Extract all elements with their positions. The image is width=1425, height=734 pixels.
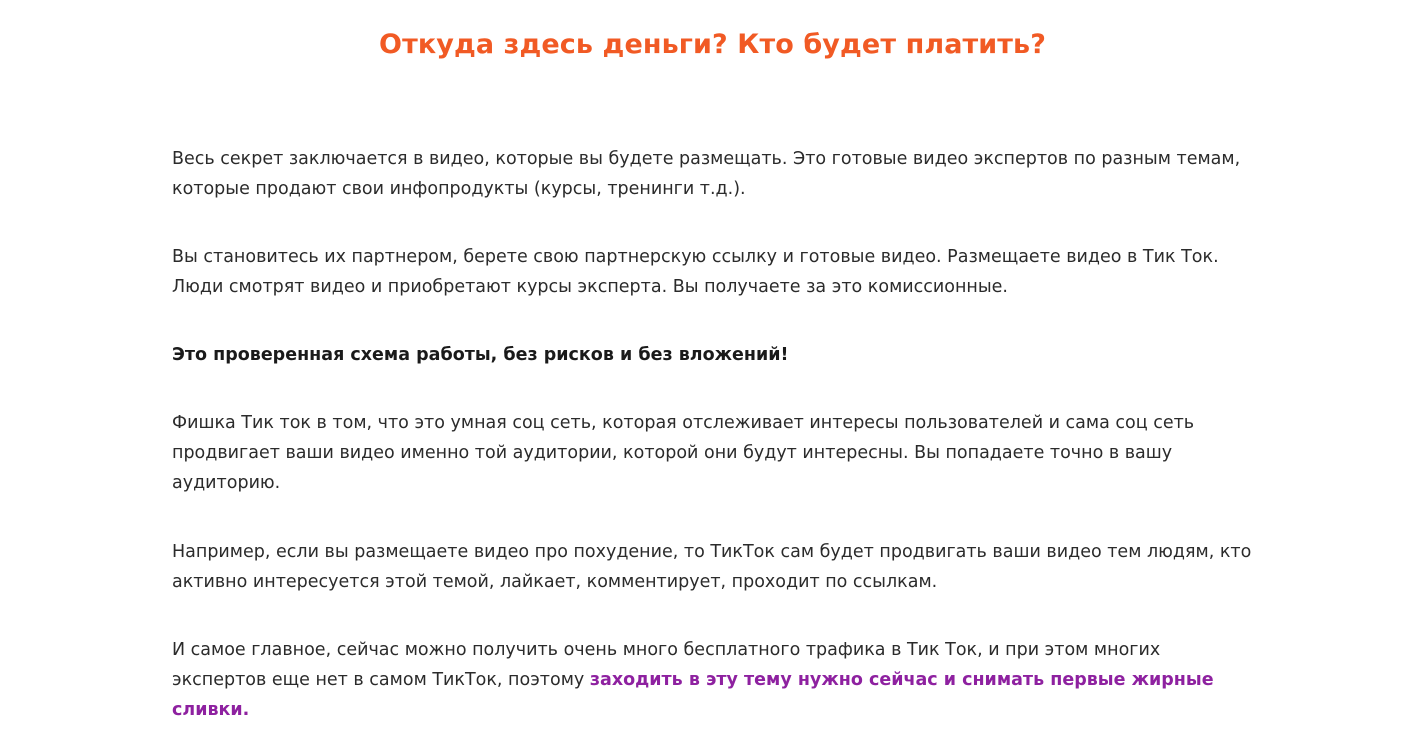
paragraph-6-lead: И самое главное, сейчас можно получить очень много бесплатного трафика в Тик Ток, и при этом многих экспертов еще нет в самом ТикТок, поэтому bbox=[172, 639, 1161, 690]
document-page bbox=[0, 28, 1425, 734]
paragraph-1: Весь секрет заключается в видео, которые вы будете размещать. Это готовые видео экспертов по разным темам, которые продают свои инфопродукты (курсы, тренинги т.д.). bbox=[172, 148, 1241, 199]
page-title: Откуда здесь деньги? Кто будет платить? bbox=[379, 29, 1046, 60]
paragraph-3-emphasis: Это проверенная схема работы, без рисков и без вложений! bbox=[172, 345, 789, 366]
paragraph-6-highlight: заходить в эту тему нужно сейчас и снимать первые жирные сливки. bbox=[172, 669, 1214, 720]
paragraph-2: Вы становитесь их партнером, берете свою партнерскую ссылку и готовые видео. Размещаете видео в Тик Ток. Люди смотрят видео и приобретают курсы эксперта. Вы получаете за это комиссионные. bbox=[172, 246, 1219, 298]
paragraph-6 bbox=[172, 635, 1253, 725]
paragraph-4: Фишка Тик ток в том, что это умная соц сеть, которая отслеживает интересы пользователей и сама соц сеть продвигает ваши видео именно той аудитории, которой они будут интересны. Вы попадаете точно в вашу аудиторию. bbox=[172, 413, 1195, 494]
document-body bbox=[0, 62, 1425, 725]
paragraph-5: Например, если вы размещаете видео про похудение, то ТикТок сам будет продвигать ваши видео тем людям, кто активно интересуется этой темой, лайкает, комментирует, проходит по ссылкам. bbox=[172, 541, 1252, 592]
title-body-spacer bbox=[172, 62, 1253, 144]
